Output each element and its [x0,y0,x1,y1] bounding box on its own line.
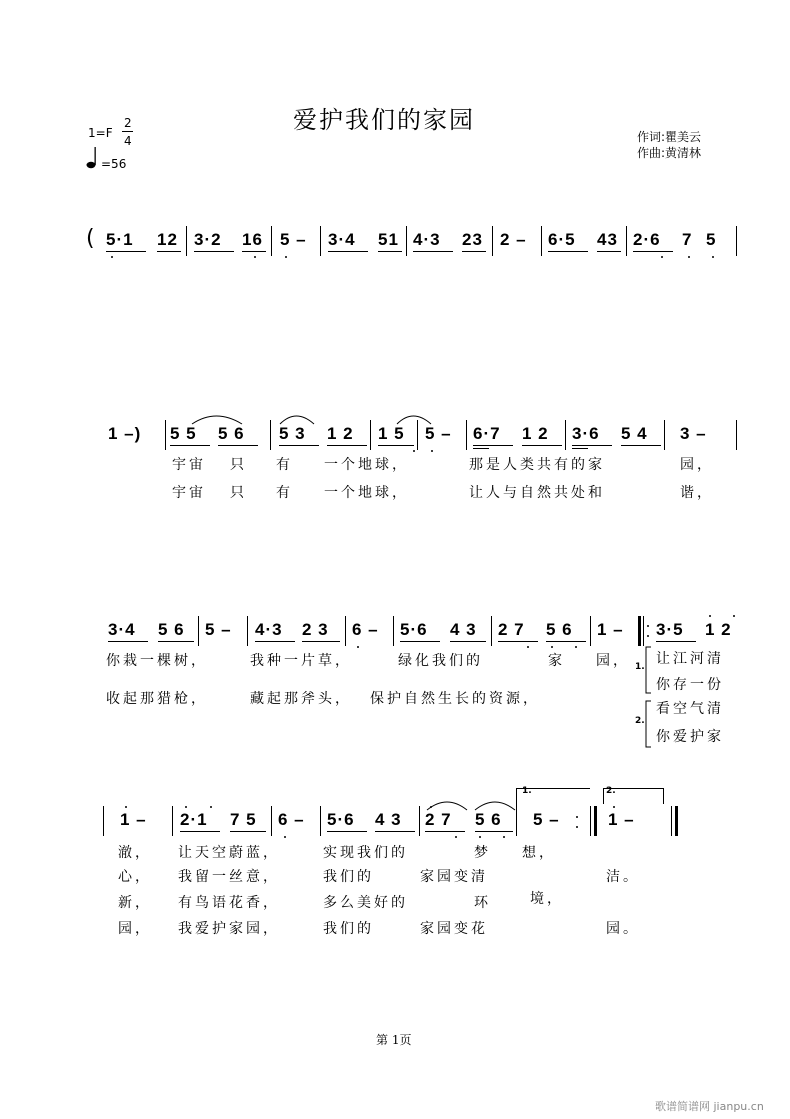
high-octave-dot [709,615,711,617]
note-group: 3·2 [194,230,222,249]
note-group: 4 3 [375,810,402,829]
low-octave-dot [285,256,287,258]
lyric-text: 让江河清 [656,651,724,667]
note-group: 5 3 [279,424,306,443]
note-group: 6·5 [548,230,576,249]
verse-number: 1. [635,662,645,672]
note-group: 5 [706,230,717,249]
beam [425,831,465,832]
barline [393,616,394,646]
note-group: 5 4 [621,424,648,443]
repeat-dot [647,635,649,637]
note-group: 2 3 [302,620,329,639]
lyric-text: 宇宙 [172,457,206,473]
note-group: 1 2 [522,424,549,443]
lyric-text: 只 [230,457,247,473]
beam [597,251,621,252]
barline [186,226,187,256]
barline [736,226,737,256]
lyric-text: 收起那猎枪， [106,691,208,707]
low-octave-dot [479,836,481,838]
beam [375,831,415,832]
note-group: 2·6 [633,230,661,249]
note-group: 5 5 [170,424,197,443]
beam [302,641,340,642]
lyric-text: 保护自然生长的资源， [370,691,540,707]
barline [406,226,407,256]
low-octave-dot [357,646,359,648]
lyric-text: 一个地球， [324,485,409,501]
beam [621,445,661,446]
beam [498,641,538,642]
low-octave-dot [688,256,690,258]
beam [450,641,486,642]
note-group: 6 – [278,810,305,829]
beam [378,445,414,446]
repeat-barline [594,806,597,836]
low-octave-dot [254,256,256,258]
repeat-barline [590,806,591,836]
note-group: 1 – [120,810,147,829]
note-group: 3·5 [656,620,684,639]
low-octave-dot [111,256,113,258]
barline [165,420,166,450]
low-octave-dot [455,836,457,838]
low-octave-dot [413,450,415,452]
barline [664,420,665,450]
beam [328,251,368,252]
repeat-barline [638,616,641,646]
note-group: 5·6 [327,810,355,829]
note-group: 3·4 [108,620,136,639]
time-signature-line [122,131,133,132]
lyric-text: 让天空蔚蓝， [178,845,280,861]
note-group: 5 – [280,230,307,249]
lyric-text: 看空气清 [656,701,724,717]
lyric-text: 我留一丝意， [178,869,280,885]
lyric-text: 多么美好的 [323,895,408,911]
lyric-text: 家 [548,653,565,669]
note-group: 7 [682,230,693,249]
lyric-text: 境， [530,891,564,907]
note-group: 7 5 [230,810,257,829]
barline [320,226,321,256]
beam [473,448,489,449]
volta-bracket-2 [663,788,664,804]
lyric-text: 园。 [606,921,640,937]
note-group: 6 – [352,620,379,639]
barline [247,616,248,646]
beam [180,831,220,832]
barline [271,806,272,836]
lyric-text: 绿化我们的 [398,653,483,669]
repeat-dot [576,816,578,818]
beam [475,831,513,832]
barline [736,420,737,450]
lyric-text: 藏起那斧头， [250,691,352,707]
lyric-text: 我种一片草， [250,653,352,669]
repeat-dot [647,625,649,627]
barline [565,420,566,450]
lyric-text: 你爱护家 [656,729,724,745]
note-group: 2·1 [180,810,208,829]
note-group: 23 [462,230,483,249]
beam [572,445,612,446]
tie-slur [188,410,248,426]
note-group: 5 6 [475,810,502,829]
low-octave-dot [527,646,529,648]
repeat-barline [643,616,644,646]
barline [103,806,104,836]
lyric-text: 心， [118,869,152,885]
lyric-text: 有鸟语花香， [178,895,280,911]
verse-bracket [644,700,652,748]
low-octave-dot [551,646,553,648]
barline [370,420,371,450]
lyric-text: 我们的 [323,869,374,885]
low-octave-dot [661,256,663,258]
verse-number: 2. [635,716,645,726]
note-group: 5 – [425,424,452,443]
note-group: 2 7 [425,810,452,829]
barline [626,226,627,256]
lyric-text: 谐， [680,485,714,501]
beam [413,251,453,252]
beam [546,641,586,642]
beam [194,251,234,252]
final-barline [671,806,672,836]
high-octave-dot [613,806,615,808]
note-group: 1 2 [327,424,354,443]
note-group: 5·1 [106,230,134,249]
note-group: 4 3 [450,620,477,639]
open-paren: ( [86,226,95,251]
beam [327,831,367,832]
beam [548,251,588,252]
barline [271,226,272,256]
beam [473,445,513,446]
lyric-text: 园， [596,653,630,669]
time-signature-denominator: 4 [124,134,132,148]
low-octave-dot [284,836,286,838]
barline [172,806,173,836]
low-octave-dot [431,450,433,452]
note-group: 1 – [597,620,624,639]
note-group: 3 – [680,424,707,443]
final-barline [675,806,678,836]
note-group: 1 –) [108,424,142,443]
beam [106,251,146,252]
key-signature: 1=F [88,126,113,140]
low-octave-dot [503,836,505,838]
time-signature-numerator: 2 [124,116,132,130]
note-group: 5 6 [158,620,185,639]
watermark: 歌谱简谱网 jianpu.cn [655,1100,764,1113]
note-group: 5 6 [546,620,573,639]
barline [466,420,467,450]
note-group: 1 5 [378,424,405,443]
lyric-text: 你栽一棵树， [106,653,208,669]
high-octave-dot [125,806,127,808]
repeat-dot [576,826,578,828]
beam [230,831,266,832]
note-group: 6·7 [473,424,501,443]
note-group: 51 [378,230,399,249]
beam [255,641,295,642]
lyric-text: 家园变清 [420,869,488,885]
quarter-note-icon [86,146,100,170]
high-octave-dot [733,615,735,617]
note-group: 1 – [608,810,635,829]
note-group: 3·6 [572,424,600,443]
barline [419,806,420,836]
beam [378,251,402,252]
lyric-text: 新， [118,895,152,911]
note-group: 3·4 [328,230,356,249]
verse-bracket [644,646,652,694]
beam [108,641,148,642]
lyric-text: 我们的 [323,921,374,937]
barline [270,420,271,450]
volta-bracket-2 [603,788,604,804]
barline [345,616,346,646]
lyric-text: 想， [522,845,556,861]
lyric-text: 有 [276,485,293,501]
barline [491,616,492,646]
song-title: 爱护我们的家园 [293,106,475,134]
note-group: 2 – [500,230,527,249]
beam [158,641,194,642]
lyric-text: 梦 [474,845,491,861]
lyric-text: 宇宙 [172,485,206,501]
beam [656,641,696,642]
tempo-marking: =56 [101,157,127,171]
barline [198,616,199,646]
note-group: 5 – [205,620,232,639]
lyric-text: 洁。 [606,869,640,885]
lyric-text: 你存一份 [656,677,724,693]
note-group: 1 2 [705,620,732,639]
barline [541,226,542,256]
note-group: 5·6 [400,620,428,639]
page-number: 第 1页 [376,1033,412,1047]
lyric-text: 让人与自然共处和 [469,485,605,501]
lyric-text: 园， [118,921,152,937]
note-group: 5 6 [218,424,245,443]
beam [462,251,486,252]
volta-label-2: 2. [606,786,616,796]
lyric-text: 家园变花 [420,921,488,937]
tie-slur [395,410,435,426]
beam [279,445,319,446]
lyric-text: 环 [474,895,491,911]
barline [492,226,493,256]
note-group: 43 [597,230,618,249]
beam [242,251,266,252]
note-group: 5 – [533,810,560,829]
beam [400,641,440,642]
note-group: 12 [157,230,178,249]
note-group: 2 7 [498,620,525,639]
note-group: 4·3 [413,230,441,249]
high-octave-dot [185,806,187,808]
lyric-text: 澈， [118,845,152,861]
lyricist-credit: 作词:瞿美云 [637,130,702,144]
low-octave-dot [575,646,577,648]
low-octave-dot [712,256,714,258]
beam [633,251,673,252]
beam [522,445,562,446]
volta-label-1: 1. [522,786,532,796]
high-octave-dot [210,806,212,808]
lyric-text: 有 [276,457,293,473]
barline [320,806,321,836]
lyric-text: 我爱护家园， [178,921,280,937]
beam [327,445,367,446]
lyric-text: 一个地球， [324,457,409,473]
lyric-text: 只 [230,485,247,501]
beam [170,445,210,446]
lyric-text: 实现我们的 [323,845,408,861]
tie-slur [425,796,517,812]
tie-slur [278,410,318,426]
note-group: 4·3 [255,620,283,639]
lyric-text: 园， [680,457,714,473]
lyric-text: 那是人类共有的家 [469,457,605,473]
beam [157,251,181,252]
beam [218,445,258,446]
note-group: 16 [242,230,263,249]
beam [572,448,588,449]
composer-credit: 作曲:黄清林 [637,146,702,160]
barline [590,616,591,646]
